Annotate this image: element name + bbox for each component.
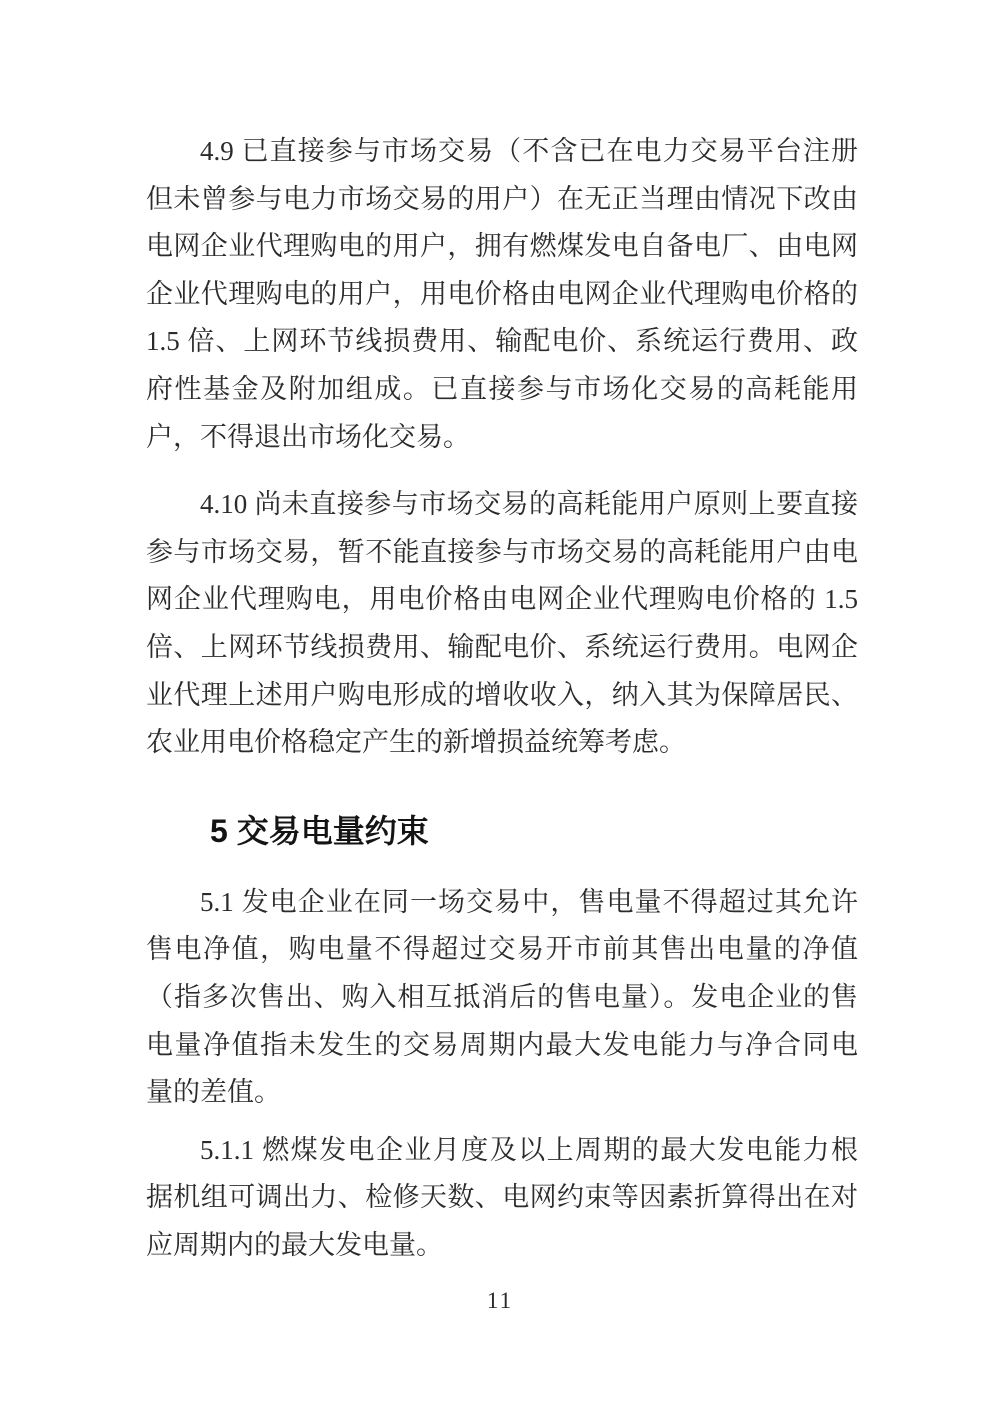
para-5-1-1 [146,1127,858,1270]
text-line: 量的差值。 [146,1077,281,1108]
text-line: 企业代理购电的用户，用电价格由电网企业代理购电价格的 [146,278,858,309]
para-4-10 [146,481,858,767]
page-number: 11 [486,1288,514,1313]
text-line: 电网企业代理购电的用户，拥有燃煤发电自备电厂、由电网 [146,231,858,262]
text-line: 4.9 已直接参与市场交易（不含已在电力交易平台注册 [200,136,858,166]
document-content [146,128,858,1269]
text-line: （指多次售出、购入相互抵消后的售电量）。发电企业的售 [146,981,858,1012]
text-line: 业代理上述用户购电形成的增收收入，纳入其为保障居民、 [146,679,858,710]
text-line: 1.5 倍、上网环节线损费用、输配电价、系统运行费用、政 [146,326,858,357]
text-line: 5 交易电量约束 [210,812,429,849]
text-line: 倍、上网环节线损费用、输配电价、系统运行费用。电网企 [146,631,858,662]
text-line: 参与市场交易，暂不能直接参与市场交易的高耗能用户由电 [146,536,858,567]
text-line: 据机组可调出力、检修天数、电网约束等因素折算得出在对 [146,1182,858,1213]
text-line: 户，不得退出市场化交易。 [146,421,470,452]
text-line: 售电净值，购电量不得超过交易开市前其售出电量的净值 [146,934,858,965]
text-line: 4.10 尚未直接参与市场交易的高耗能用户原则上要直接 [200,489,858,520]
text-line: 电量净值指未发生的交易周期内最大发电能力与净合同电 [146,1029,858,1060]
text-line: 网企业代理购电，用电价格由电网企业代理购电价格的 1.5 [146,584,858,615]
text-line: 5.1 发电企业在同一场交易中，售电量不得超过其允许 [200,886,858,917]
text-line: 应周期内的最大发电量。 [146,1229,443,1260]
text-line: 农业用电价格稳定产生的新增损益统筹考虑。 [146,727,686,758]
para-4-9 [146,128,858,461]
para-5-1 [146,879,858,1117]
text-line: 但未曾参与电力市场交易的用户）在无正当理由情况下改由 [146,183,858,214]
heading-5 [146,805,858,857]
text-line: 5.1.1 燃煤发电企业月度及以上周期的最大发电能力根 [200,1134,858,1165]
text-line: 府性基金及附加组成。已直接参与市场化交易的高耗能用 [146,373,858,404]
